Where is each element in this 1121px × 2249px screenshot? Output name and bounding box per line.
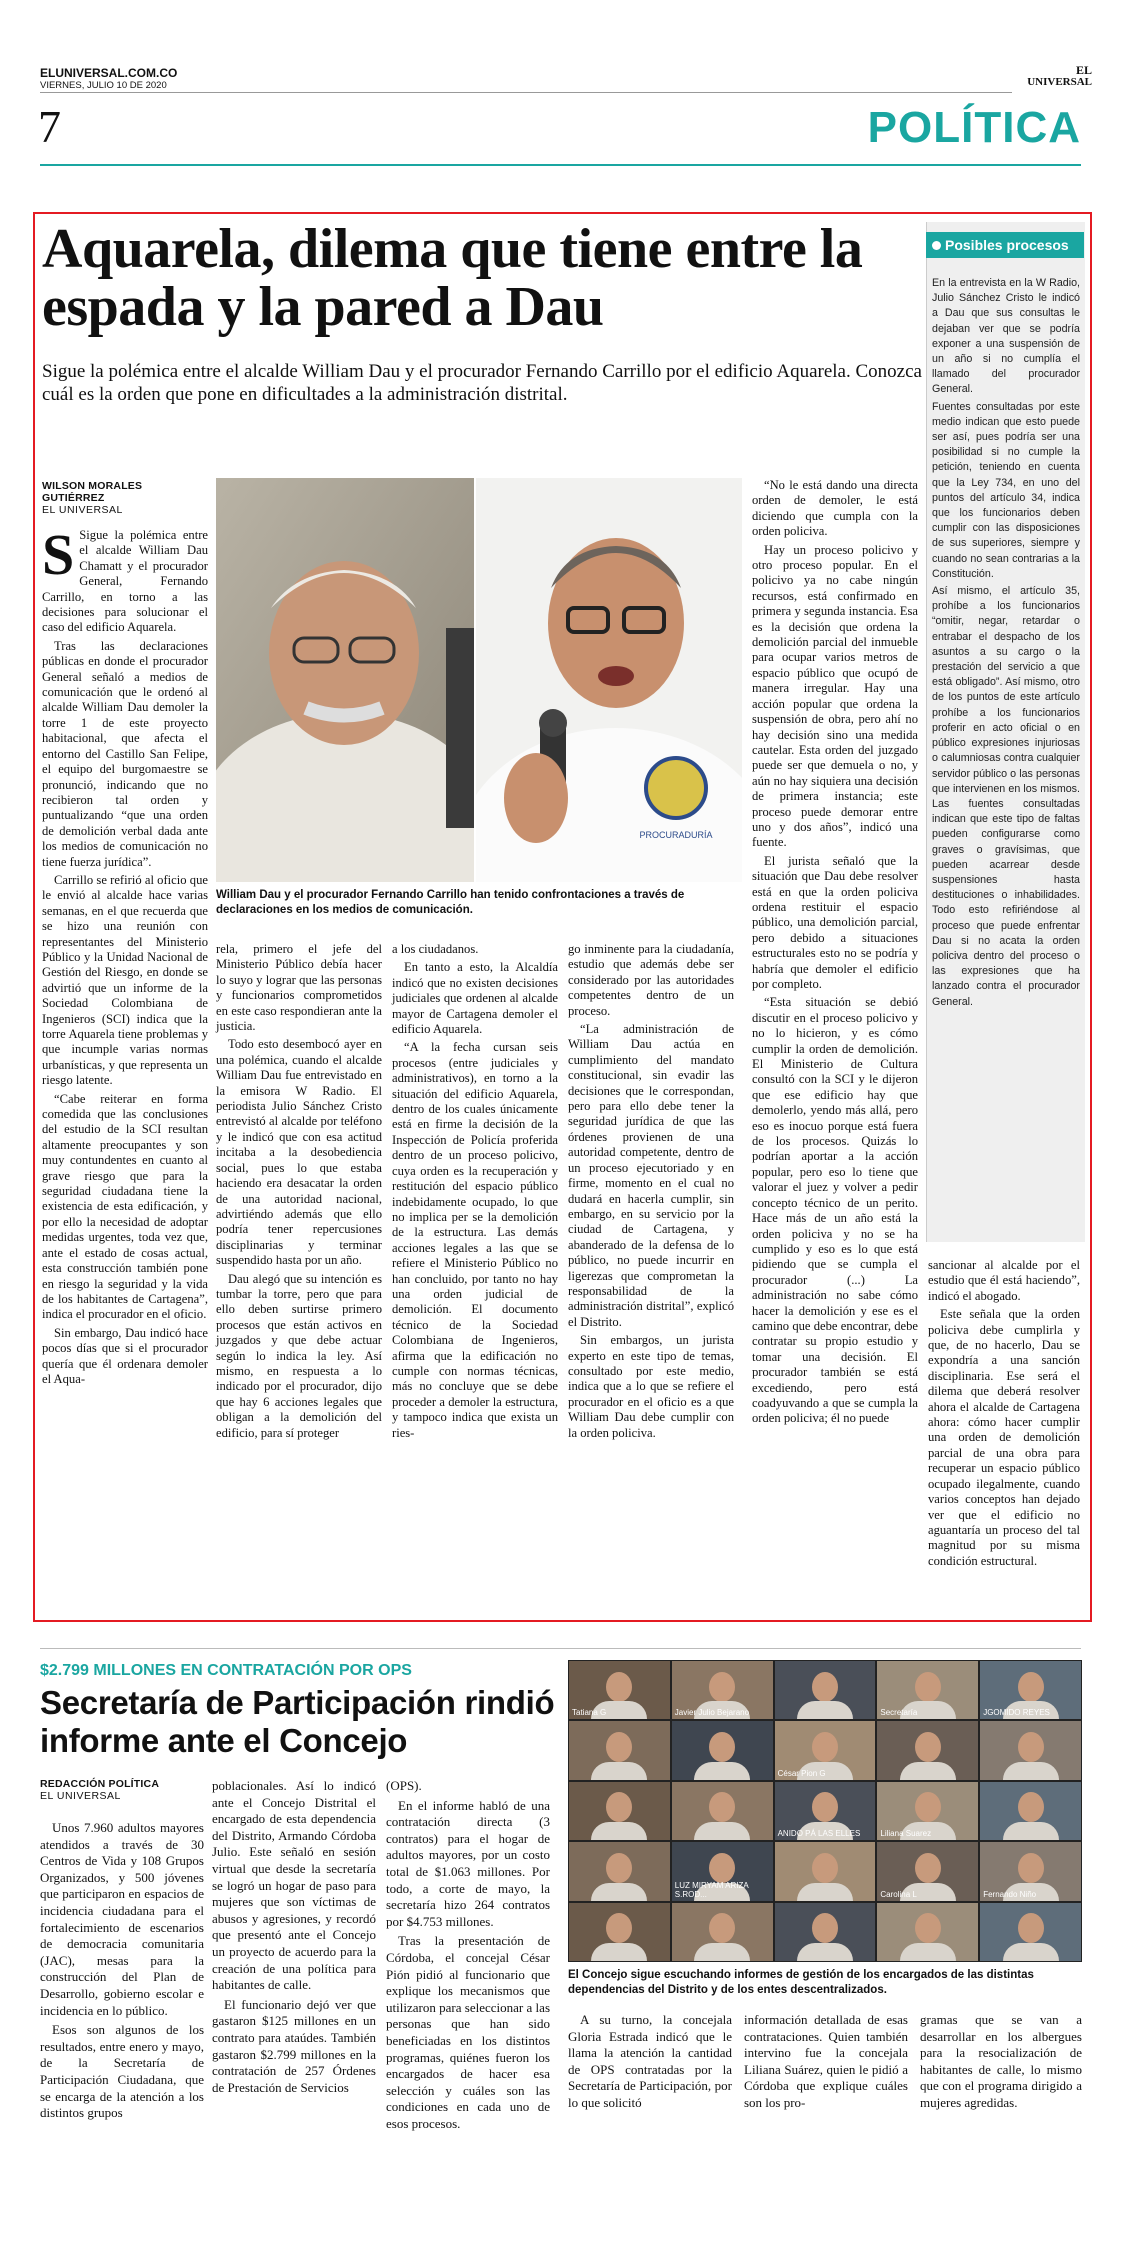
paragraph: Dau alegó que su intención es tumbar la torre, pero que para ello deben surtirse primero procesos que están activos en juzgados y que debe actuar según lo indica la ley. Así mismo, en respuesta a lo indicado por el procurador, dijo que hay 6 acciones legales que obligan a la demolición del edificio, para sí proteger [216,1271,382,1440]
paragraph: En tanto a esto, la Alcaldía indicó que no existen decisiones judiciales que ordenen al alcalde mayor de Cartagena demoler el edificio Aquarela. [392,960,558,1037]
article-column-6 [928,1258,1080,1572]
paragraph: “La administración de William Dau actúa en cumplimiento del mandato constitucional, sin evadir las decisiones que le correspondan, pero para ello debe tener la seguridad jurídica de que las órdenes provienen de una autoridad competente, dentro de un proceso ejecutoriado y en firme, momento en el cual no dudará en hacerla cumplir, sin embargo, en su servicio por la ciudad de Cartagena, y abanderado de la defensa de lo público, no puede incurrir en ligerezas que comprometan la responsabilidad de la administración distrital”, explicó el Distrito. [568,1022,734,1329]
participant-silhouette-icon [606,1672,632,1702]
portrait-carrillo-icon [476,478,742,882]
article-column-3 [392,942,558,1444]
participant-silhouette-icon [915,1913,941,1943]
participant-silhouette-icon [812,1792,838,1822]
photo-caption-2: El Concejo sigue escuchando informes de gestión de los encargados de las distintas dependencias del Distrito y de los entes descentralizados. [568,1969,1034,1996]
participant-body-icon [694,1762,750,1780]
video-tile [671,1720,774,1780]
participant-body-icon [694,1943,750,1961]
section-title: POLÍTICA [867,103,1081,152]
article-title: Aquarela, dilema que tiene entre la espada y la pared a Dau [42,218,863,338]
video-tile [568,1902,671,1962]
participant-silhouette-icon [709,1672,735,1702]
sidebar-header [926,232,1084,258]
participant-name: Tatiana G [572,1708,607,1718]
participant-body-icon [591,1943,647,1961]
kicker: $2.799 MILLONES EN CONTRATACIÓN POR OPS [40,1662,412,1679]
video-tile [774,1841,877,1901]
paragraph: En el informe habló de una contratación directa (3 contratos) para el hogar de adultos mayores, por un costo total de $1.063 millones. Por todo, a corte de mayo, la secretaría hizo 264 contratos por $4.753 millones. [386,1797,550,1929]
participant-silhouette-icon [709,1913,735,1943]
paragraph: Tras las declaraciones públicas en donde el procurador General señaló a medios de comunicación que le ordenó al alcalde William Dau demoler la torre 1 de este proyecto habitacional, que afecta el entorno del Castillo San Felipe, el equipo del burgomaestre se pronunció, indicando que no recibieron tal orden y puntualizando “que una orden de demolición verbal dada ante los medios de comunicación no tiene fuerza jurídica”. [42,638,208,869]
sidebar-paragraph: Fuentes consultadas por este medio indican que esto puede ser así, pues podría ser una posibilidad si no cumple la petición, teniendo en cuenta que la Ley 734, en uno del puntos del artículo 34, indica que los funcionarios deben cumplir con las disposiciones de sus superiores, siempre y cuando no sean contrarias a la Constitución. [932,400,1080,580]
paragraph: poblacionales. Así lo indicó ante el Concejo Distrital el encargado de esta dependencia del Distrito, Armando Córdoba Julio. Este señaló en sesión virtual que desde la secretaría se logró un hogar de paso para mujeres que son víctimas de abusos y agresiones, y recordó que presentó ante el Concejo un proyecto de acuerdo para la creación de una política para habitantes de calle. [212,1778,376,1993]
participant-name: Javier Julio Bejarano [674,1708,750,1718]
participant-silhouette-icon [915,1853,941,1883]
video-tile [979,1841,1082,1901]
participant-silhouette-icon [812,1853,838,1883]
participant-silhouette-icon [606,1732,632,1762]
sidebar-paragraph: En la entrevista en la W Radio, Julio Sánchez Cristo le indicó a Dau que sus consultas le dejaban ver que se podría exponer a una suspensión de un año si no cumplía el llamado del procurador General. [932,277,1080,396]
paragraph: gramas que se van a desarrollar en los albergues para la resocialización de habitantes de calle, lo mismo que con el programa dirigido a mujeres agredidas. [920,2012,1082,2110]
paragraph: “Cabe reiterar en forma comedida que las conclusiones del estudio de la SCI resultan altamente preocupantes y son muy contundentes en cuanto al grave riesgo que para la seguridad ciudadana tiene la existencia de esta edificación, y por ello la necesidad de adoptar medidas urgentes, toda vez que, ante el estado de cosas actual, esta construcción también pone en riesgo la seguridad y la vida de los habitantes de Cartagena”, indica el procurador en el oficio. [42,1091,208,1322]
video-tile [876,1841,979,1901]
participant-silhouette-icon [1018,1732,1044,1762]
video-tile [568,1781,671,1841]
article2-column-4 [568,2012,732,2115]
participant-name: César Pion G [777,1768,826,1778]
byline [42,480,202,516]
participant-body-icon [797,1943,853,1961]
participant-silhouette-icon [1018,1792,1044,1822]
participant-name: ANIDO PÁ LAS ELLES [777,1829,861,1839]
video-tile [568,1720,671,1780]
participant-body-icon [797,1701,853,1719]
site-url: ELUNIVERSAL.COM.CO [40,66,178,80]
logo [1012,64,1092,88]
article2-column-2 [212,1778,376,2099]
byline-author: REDACCIÓN POLÍTICA [40,1778,160,1790]
participant-silhouette-icon [915,1792,941,1822]
sidebar-title: Posibles procesos [945,237,1069,253]
participant-name: LUZ MIRYAM ARIZA S.ROD... [674,1880,749,1899]
paragraph: (OPS). [386,1778,422,1793]
participant-silhouette-icon [606,1792,632,1822]
video-tile [876,1902,979,1962]
article2-title: Secretaría de Participación rindió informe ante el Concejo [40,1684,555,1759]
byline-author: WILSON MORALES GUTIÉRREZ [42,480,143,504]
paragraph: Unos 7.960 adultos mayores atendidos a través de 30 Centros de Vida y 108 Grupos Organizados, y 500 jóvenes que participaron en espacios de incidencia ciudadana para el fortalecimiento de escenarios de democracia comunitaria (JAC), mesas para la construcción del Plan de Desarrollo, gobierno escolar e incidencia en lo público. [40,1820,204,2018]
participant-body-icon [591,1822,647,1840]
participant-body-icon [591,1762,647,1780]
paragraph: “No le está dando una directa orden de demoler, le está diciendo que cumpla con la orden policiva. [752,478,918,539]
participant-silhouette-icon [915,1732,941,1762]
masthead-rule [40,92,1012,93]
paragraph: Hay un proceso policivo y otro proceso popular. En el policivo ya no cabe ningún recursos, está confirmado en primera y segunda instancia. Esa es la decisión que ordena la demolición parcial del inmueble para ocupar varios metros de espacio público que ocupó de manera irregular. Hay una acción popular que ordena la suspensión de obra, pero ahí no hay decisión sino una medida cautelar. Esta orden del juzgado puede ser que demuela o no, y aún no hay siquiera una decisión de primera instancia; este proceso puede demorar entre uno y dos años”, indicó una fuente. [752,542,918,850]
video-tile [979,1720,1082,1780]
paragraph: Sigue la polémica entre el alcalde William Dau Chamatt y el procurador General, Fernando Carrillo, en torno a las decisiones para solucionar el caso del edificio Aquarela. [42,528,208,635]
paragraph: El jurista señaló que la situación que Dau debe resolver está en que la orden policiva ordena restituir el espacio público, una demolición parcial, pero debido a situaciones estructurales esto no se podría y habría que demoler el edificio por completo. [752,853,918,991]
byline-org: EL UNIVERSAL [42,504,123,516]
video-tile [774,1660,877,1720]
svg-text:PROCURADURÍA: PROCURADURÍA [639,830,713,840]
video-tile [671,1902,774,1962]
article-column-2 [216,942,382,1444]
participant-silhouette-icon [812,1672,838,1702]
article2-column-5 [744,2012,908,2115]
byline-org: EL UNIVERSAL [40,1790,121,1802]
photo-zoom-session [568,1660,1082,1962]
participant-body-icon [694,1822,750,1840]
participant-name: Carolina L [880,1889,917,1899]
byline-2 [40,1778,200,1802]
paragraph: Este señala que la orden policiva debe cumplirla y que, de no hacerlo, Dau se expondría a una sanción disciplinaria. Ese será el dilema que deberá resolver ahora el alcalde de Cartagena ahora: cómo hacer cumplir una orden de demolición parcial de una obra para recuperar un espacio público ocupado ilegalmente, cuando varios conceptos han dejado ver que el edificio no aguantaría un proceso del tal magnitud por su misma condición estructural. [928,1307,1080,1568]
logo-bottom: UNIVERSAL [1027,76,1092,88]
photo-william-dau [216,478,474,882]
photo-fernando-carrillo [476,478,742,882]
video-tile [876,1660,979,1720]
page-number: 7 [38,101,61,152]
portrait-dau-icon [216,478,474,882]
article2-column-1 [40,1820,204,2125]
article-deck: Sigue la polémica entre el alcalde William Dau y el procurador Fernando Carrillo por el edificio Aquarela. Conozca cuál es la orden que pone en dificultades a la administración distrital. [42,361,922,405]
article-column-4 [568,942,734,1444]
paragraph: rela, primero el jefe del Ministerio Público debía hacer lo suyo y lograr que las personas y funcionarios comprometidos en este caso respondieran ante la justicia. [216,942,382,1034]
video-tile [979,1781,1082,1841]
participant-name: Secretaría [880,1708,918,1718]
video-tile [671,1781,774,1841]
participant-silhouette-icon [709,1732,735,1762]
issue-date: VIERNES, JULIO 10 DE 2020 [40,80,167,91]
video-tile [774,1781,877,1841]
paragraph: El funcionario dejó ver que gastaron $125 millones en un contrato para ataúdes. También gastaron $2.799 millones en la contratación de 257 Órdenes de Prestación de Servicios [212,1996,376,2095]
paragraph: A su turno, la concejala Gloria Estrada indicó que le llama la atención la cantidad de OPS contratadas por la Secretaría de Participación, por lo que solicitó [568,2012,732,2110]
participant-body-icon [1003,1762,1059,1780]
paragraph: Esos son algunos de los resultados, entre enero y mayo, de la Secretaría de Participación Ciudadana, que se encarga de la atención a los distintos grupos [40,2022,204,2121]
video-tile [671,1660,774,1720]
logo-top: EL [1075,63,1092,77]
paragraph: Todo esto desembocó ayer en una polémica, cuando el alcalde William Dau fue entrevistado en la emisora W Radio. El periodista Julio Sánchez Cristo entrevistó al alcalde por teléfono y le indicó que con esa actitud incitaba a la desobediencia social, pues lo que estaba haciendo era desacatar la orden de una autoridad nacional, advirtiéndo además que ello podría tener repercusiones disciplinarias y terminar suspendido hasta por un año. [216,1037,382,1268]
participant-body-icon [1003,1822,1059,1840]
participant-silhouette-icon [812,1732,838,1762]
video-tile [568,1660,671,1720]
participant-name: Liliana Suarez [880,1829,932,1839]
paragraph: información detallada de esas contrataciones. Quien también intervino fue la concejala Liliana Suárez, quien le pidió a Córdoba que explique cuáles son los pro- [744,2012,908,2110]
paragraph: a los ciudadanos. [392,942,479,956]
paragraph: Sin embargos, un jurista experto en este tipo de temas, consultado por este medio, indica que a lo que se refiere el procurador en el oficio es a que William Dau debe cumplir con la orden policiva. [568,1333,734,1440]
participant-silhouette-icon [1018,1853,1044,1883]
section-rule [40,164,1081,166]
article2-column-3 [386,1778,550,2135]
participant-body-icon [797,1883,853,1901]
participant-silhouette-icon [606,1913,632,1943]
participant-silhouette-icon [709,1853,735,1883]
participant-body-icon [1003,1943,1059,1961]
video-tile [671,1841,774,1901]
paragraph: “Esta situación se debió discutir en el proceso policivo y no lo hicieron, y es cómo cumplir la orden de demolición. El Ministerio de Cultura consultó con la SCI y le dijeron que ese edificio hay que demolerlo, yendo más allá, pero eso es inocuo porque está fuera de los procesos. Quizás lo podrían aportar a la acción popular, pero eso lo tiene que valorar el juez y volver a pedir concepto técnico de un perito. Hace más de un año está la orden policiva y no se ha cumplido y eso es lo que está pidiendo que se cumpla el procurador (...) La administración no sabe cómo hacer la demolición y ese es el camino que debe encontrar, debe contratar su propio estudio y tomar una decisión. El procurador también se está excediendo, pero está coadyuvando a que se cumpla la orden policiva; él no puede [752,995,918,1426]
participant-silhouette-icon [915,1672,941,1702]
participant-silhouette-icon [606,1853,632,1883]
participant-name: Fernando Niño [983,1889,1037,1899]
sidebar-paragraph: Así mismo, el artículo 35, prohíbe a los funcionarios “omitir, negar, retardar o entrabar el despacho de los asuntos a su cargo o la prestación del servicio a que está obligado”. Así mismo, otro de los puntos de este artículo prohíbe a los funcionarios proferir en acto oficial o en público expresiones injuriosas o calumniosas contra cualquier servidor público o las personas que intervienen en los mismos. Las fuentes consultadas indican que este tipo de faltas pueden configurarse como graves o gravísimas, que pueden acarrear desde suspensiones hasta destituciones o inhabilidades. Todo esto refiriéndose al proceso que puede enfrentar Dau si no acata la orden policiva dentro del proceso o las expresiones que ha lanzado contra el procurador General. [932,585,1080,1008]
participant-body-icon [900,1762,956,1780]
participant-body-icon [591,1883,647,1901]
video-tile [774,1902,877,1962]
participant-silhouette-icon [709,1792,735,1822]
paragraph: Sin embargo, Dau indicó hace pocos días que si el procurador quería que él ordenara demoler el Aqua- [42,1325,208,1386]
participant-silhouette-icon [812,1913,838,1943]
paragraph: Tras la presentación de Córdoba, el concejal César Pión pidió al funcionario que explique los mecanismos que utilizaron para seleccionar a las personas que han sido beneficiadas en los distintos programas, quiénes fueron los encargados de hacer esa selección y cuáles son las condiciones en cada uno de esos procesos. [386,1933,550,2131]
drop-cap: S [42,522,75,587]
article-column-1 [42,522,208,1390]
separator-rule [40,1648,1081,1649]
bullet-circle-icon [932,241,941,250]
paragraph: Carrillo se refirió al oficio que le envió al alcalde hace varias semanas, en el que recuerda que se hizo una reunión con representantes del Ministerio Público y la Unidad Nacional de Gestión del Riesgo, en donde se advirtió que un informe de la Sociedad Colombiana de Ingenieros (SCI) indica que la torre Aquarela tiene problemas y que incumple varias normas urbanísticas, y que representa un riesgo latente. [42,872,208,1088]
paragraph: go inminente para la ciudadanía, estudio que además debe ser considerado por las autoridades competentes dentro de un proceso. [568,942,734,1018]
video-tile [774,1720,877,1780]
article-column-5 [752,478,918,1430]
video-tile [568,1841,671,1901]
video-tile [979,1660,1082,1720]
participant-silhouette-icon [1018,1672,1044,1702]
participant-silhouette-icon [1018,1913,1044,1943]
article2-column-6 [920,2012,1082,2115]
video-tile [876,1720,979,1780]
participant-body-icon [900,1943,956,1961]
participant-name: JGOMIDO REYES [983,1708,1050,1718]
paragraph: “A la fecha cursan seis procesos (entre judiciales y administrativos), en torno a la situación del edificio Aquarela, dentro de los cuales únicamente está en firme la decisión de la Inspección de Policía proferida dentro de un proceso policivo, cuya orden es la recuperación y restitución del espacio público indebidamente ocupado, lo que no implica per se la demolición de la estructura. Las demás acciones legales a las que se refiere el Ministerio Público no han concluido, por tanto no hay una orden judicial de demolición. El documento técnico de la Sociedad Colombiana de Ingenieros, afirma que la edificación no cumple con normas técnicas, más no concluye que se debe proceder a demoler la estructura, y tampoco indica que exista un ries- [392,1040,558,1440]
video-tile [979,1902,1082,1962]
video-tile [876,1781,979,1841]
photo-caption: William Dau y el procurador Fernando Carrillo han tenido confrontaciones a través de declaraciones en los medios de comunicación. [216,889,685,916]
paragraph: sancionar al alcalde por el estudio que él está haciendo”, indicó el abogado. [928,1258,1080,1303]
sidebar-text [932,276,1080,1012]
